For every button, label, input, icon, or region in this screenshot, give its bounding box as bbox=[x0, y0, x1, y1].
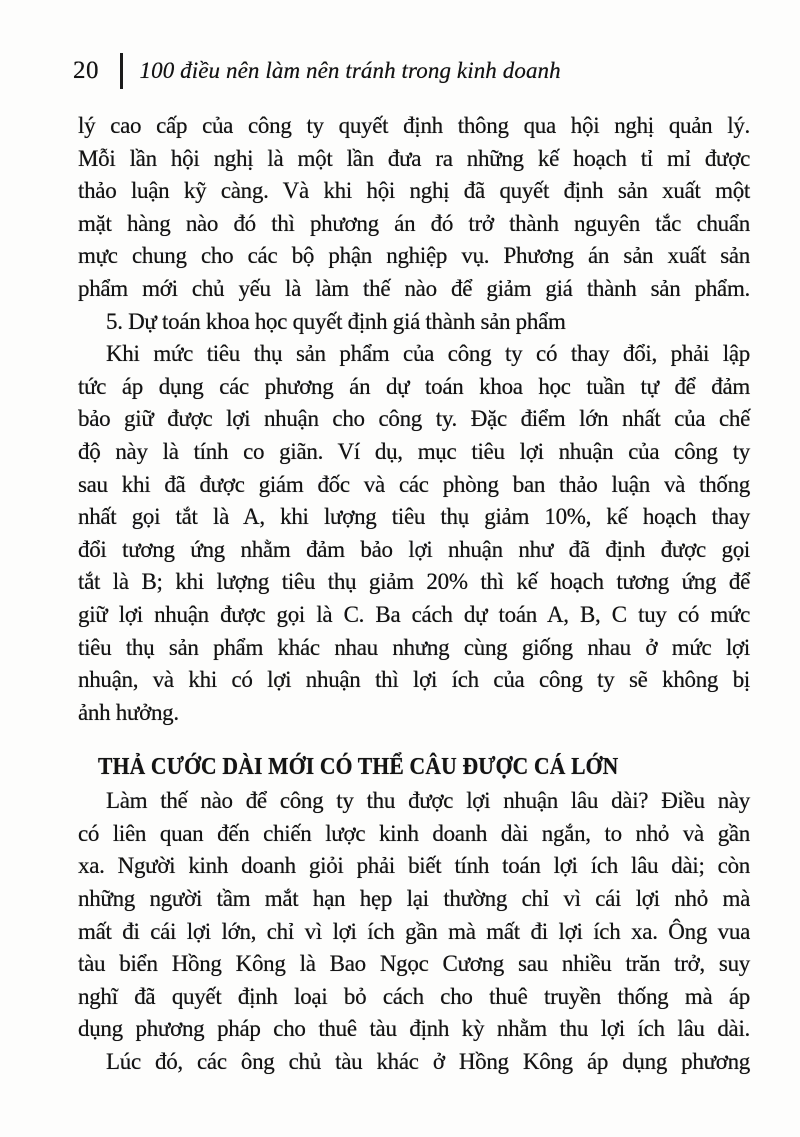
text-line: xa. Người kinh doanh giỏi phải biết tính toán lợi ích lâu dài; còn bbox=[78, 853, 750, 879]
text-line: giữ lợi nhuận được gọi là C. Ba cách dự toán A, B, C tuy có mức bbox=[78, 601, 750, 627]
text-line: những người tầm mắt hạn hẹp lại thường chỉ vì cái lợi nhỏ mà bbox=[78, 886, 750, 912]
text-line: Mỗi lần hội nghị là một lần đưa ra những kế hoạch tỉ mỉ được bbox=[78, 145, 750, 171]
page-text-body bbox=[78, 110, 750, 1079]
text-line: tức áp dụng các phương án dự toán khoa học tuần tự để đảm bbox=[78, 373, 750, 399]
text-line: sau khi đã được giám đốc và các phòng ban thảo luận và thống bbox=[78, 471, 750, 497]
text-line: mực chung cho các bộ phận nghiệp vụ. Phương án sản xuất sản bbox=[78, 243, 750, 269]
paragraph-numbered-subheading bbox=[78, 306, 750, 339]
section-heading: THẢ CƯỚC DÀI MỚI CÓ THỂ CÂU ĐƯỢC CÁ LỚN bbox=[98, 754, 619, 781]
book-title: 100 điều nên làm nên tránh trong kinh doanh bbox=[139, 58, 561, 83]
text-line: tàu biển Hồng Kông là Bao Ngọc Cương sau nhiều trăn trở, suy bbox=[78, 951, 750, 977]
text-line: độ này là tính co giãn. Ví dụ, mục tiêu lợi nhuận của công ty bbox=[78, 438, 750, 464]
text-line: nhuận, và khi có lợi nhuận thì lợi ích của công ty sẽ không bị bbox=[78, 667, 750, 693]
running-header bbox=[73, 52, 561, 90]
text-line: ảnh hưởng. bbox=[78, 699, 179, 725]
text-line: bảo giữ được lợi nhuận cho công ty. Đặc điểm lớn nhất của chế bbox=[78, 406, 750, 432]
text-line: Khi mức tiêu thụ sản phẩm của công ty có thay đổi, phải lập bbox=[106, 341, 750, 367]
paragraph-strategy bbox=[78, 785, 750, 1046]
text-line: nhất gọi tắt là A, khi lượng tiêu thụ giảm 10%, kế hoạch thay bbox=[78, 504, 750, 530]
paragraph-estimation bbox=[78, 338, 750, 729]
text-line: tiêu thụ sản phẩm khác nhau nhưng cùng giống nhau ở mức lợi bbox=[78, 634, 750, 660]
text-line: Làm thế nào để công ty thu được lợi nhuận lâu dài? Điều này bbox=[106, 788, 750, 814]
header-divider bbox=[120, 53, 123, 89]
text-line: thảo luận kỹ càng. Và khi hội nghị đã quyết định sản xuất một bbox=[78, 178, 750, 204]
text-line: đổi tương ứng nhằm đảm bảo lợi nhuận như đã định được gọi bbox=[78, 536, 750, 562]
text-line: dụng phương pháp cho thuê tàu định kỳ nhằm thu lợi ích lâu dài. bbox=[78, 1016, 750, 1042]
text-line: phẩm mới chủ yếu là làm thế nào để giảm giá thành sản phẩm. bbox=[78, 275, 750, 301]
paragraph-continuation bbox=[78, 110, 750, 306]
text-line: tắt là B; khi lượng tiêu thụ giảm 20% thì kế hoạch tương ứng để bbox=[78, 569, 750, 595]
text-line: có liên quan đến chiến lược kinh doanh dài ngắn, to nhỏ và gần bbox=[78, 820, 750, 846]
numbered-subheading: 5. Dự toán khoa học quyết định giá thành sản phẩm bbox=[106, 308, 566, 334]
text-line: mất đi cái lợi lớn, chỉ vì lợi ích gần mà mất đi lợi ích xa. Ông vua bbox=[78, 918, 750, 944]
page-number: 20 bbox=[73, 57, 99, 84]
text-line: Lúc đó, các ông chủ tàu khác ở Hồng Kông áp dụng phương bbox=[106, 1049, 750, 1075]
text-line: mặt hàng nào đó thì phương án đó trở thành nguyên tắc chuẩn bbox=[78, 210, 750, 236]
paragraph-last bbox=[78, 1046, 750, 1079]
text-line: nghĩ đã quyết định loại bỏ cách cho thuê truyền thống mà áp bbox=[78, 983, 750, 1009]
text-line: lý cao cấp của công ty quyết định thông qua hội nghị quản lý. bbox=[78, 113, 750, 138]
